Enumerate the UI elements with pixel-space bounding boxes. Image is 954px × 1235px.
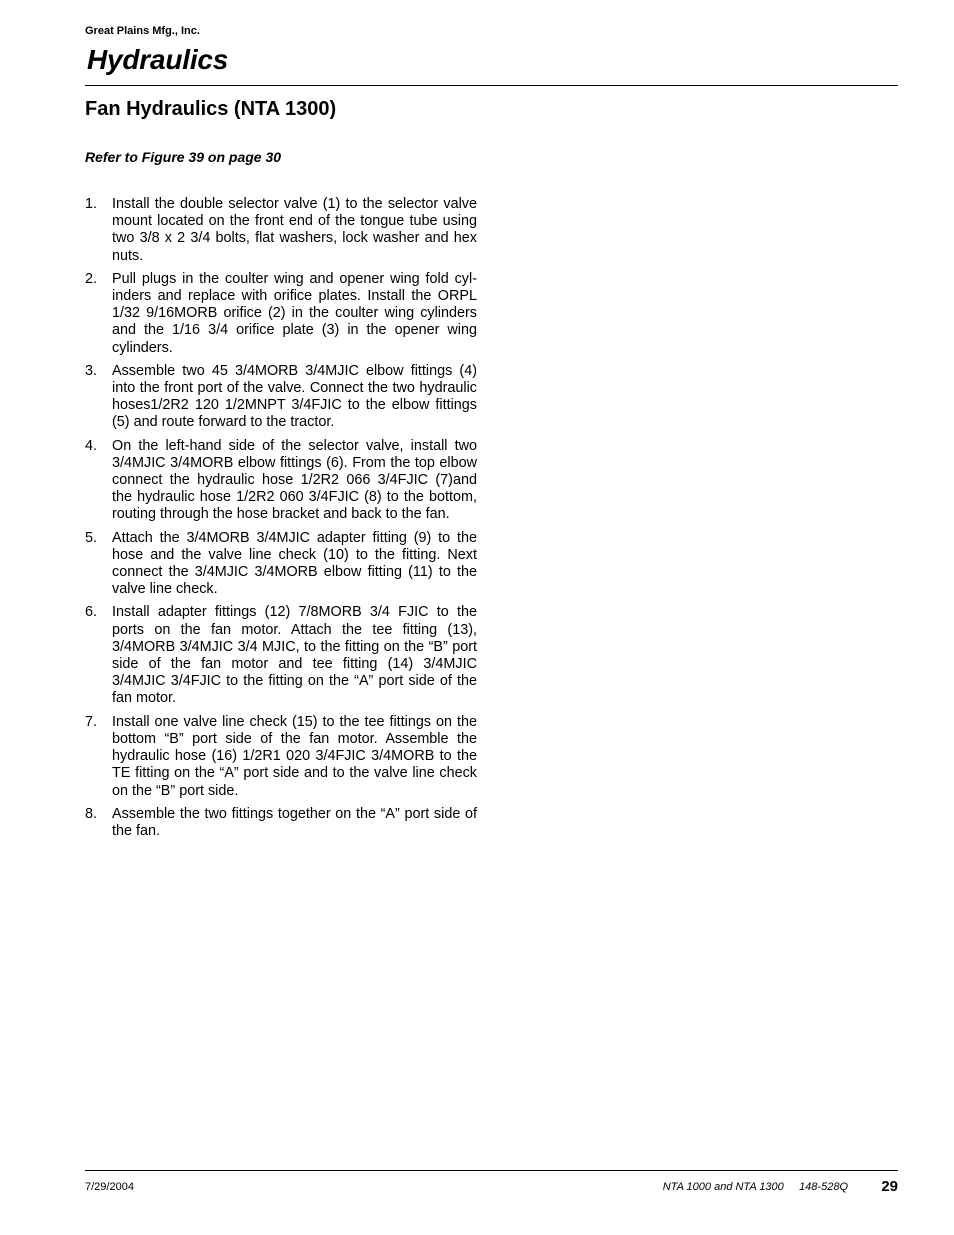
step-text: On the left-hand side of the selector valve, install two 3/4MJIC 3/4MORB elbow fittings (6). From the top elbow connect the hydraulic hose 1/2R2 066 3/4FJIC (7)and the hydraulic hose 1/2R2 060 3/4FJIC (8) to the bottom, routing through the hose bracket and back to the fan. [112, 437, 477, 523]
step-text: Install one valve line check (15) to the tee fittings on the bottom “B” port side of the fan motor. Assemble the hydraulic hose (16) 1/2R1 020 3/4FJIC 3/4MORB to the TE fitting on the “A” port side and to the valve line check on the “B” port side. [112, 713, 477, 799]
page-number: 29 [881, 1178, 898, 1195]
step-number: 7. [85, 713, 98, 730]
step-text: Assemble two 45 3/4MORB 3/4MJIC elbow fittings (4) into the front port of the valve. Connect the two hydraulic hoses1/2R2 120 1/2MNPT 3/4FJIC to the elbow fittings (5) and route forward to the tractor. [112, 362, 477, 431]
list-item [85, 363, 477, 432]
company-name: Great Plains Mfg., Inc. [85, 25, 200, 37]
header-rule [85, 85, 898, 86]
list-item [85, 714, 477, 800]
step-number: 8. [85, 805, 98, 822]
step-number: 3. [85, 362, 98, 379]
list-item [85, 806, 477, 840]
list-item [85, 196, 477, 265]
page-subtitle: Fan Hydraulics (NTA 1300) [85, 98, 337, 120]
step-number: 2. [85, 270, 98, 287]
figure-reference: Refer to Figure 39 on page 30 [85, 149, 282, 165]
step-text: Assemble the two fittings together on the “A” port side of the fan. [112, 805, 477, 839]
list-item [85, 271, 477, 357]
step-number: 1. [85, 196, 98, 212]
section-title: Hydraulics [87, 44, 229, 75]
list-item [85, 604, 477, 707]
list-item [85, 438, 477, 524]
step-text: Attach the 3/4MORB 3/4MJIC adapter fitting (9) to the hose and the valve line check (10) to the fitting. Next connect the 3/4MJIC 3/4MORB elbow fitting (11) to the valve line check. [112, 529, 477, 598]
footer-date: 7/29/2004 [85, 1181, 134, 1193]
list-item [85, 530, 477, 599]
step-text: Install the double selector valve (1) to the selector valve mount located on the front end of the tongue tube using two 3/8 x 2 3/4 bolts, flat washers, lock washer and hex nuts. [112, 196, 477, 264]
step-number: 6. [85, 604, 98, 621]
footer-document-id: NTA 1000 and NTA 1300 148-528Q [662, 1181, 848, 1193]
step-number: 5. [85, 529, 98, 546]
footer-rule [85, 1170, 898, 1171]
instruction-list [85, 196, 477, 846]
step-number: 4. [85, 437, 98, 454]
step-text: Pull plugs in the coulter wing and opener wing fold cylinders and replace with orifice plates. Install the ORPL 1/32 9/16MORB orifice (2) in the coulter wing cylinders and the 1/16 3/4 orifice plate (3) in the opener wing cylinders. [112, 270, 477, 356]
step-text: Install adapter fittings (12) 7/8MORB 3/4 FJIC to the ports on the fan motor. Attach the tee fitting (13), 3/4MORB 3/4MJIC 3/4 MJIC, to the fitting on the “B” port side of the fan motor and tee fitting (14) 3/4MJIC 3/4MJIC 3/4FJIC to the fitting on the “A” port side of the fan motor. [112, 604, 477, 707]
